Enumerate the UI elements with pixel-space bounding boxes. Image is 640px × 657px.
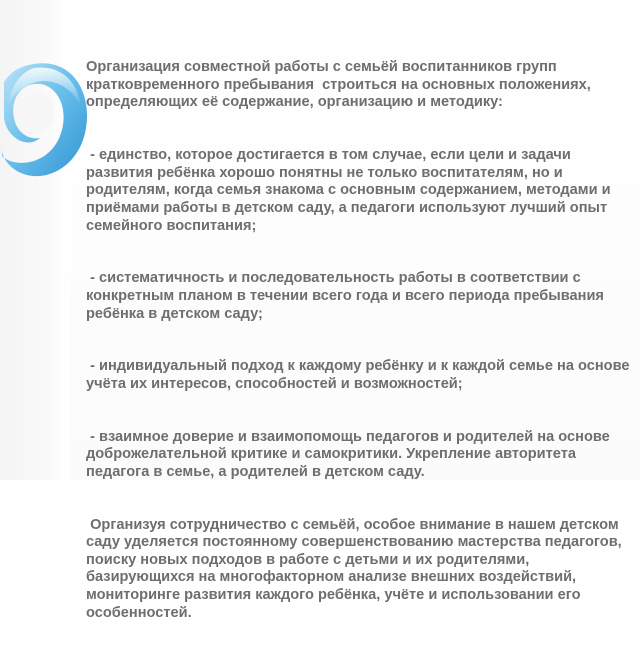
paragraph-intro: Организация совместной работы с семьёй воспитанников групп кратковременного пребывания строиться на основных положениях, определяющих её содержание, организацию и методику: [86,59,595,111]
paragraph-cooperation: Организуя сотрудничество с семьёй, особое внимание в нашем детском саду уделяется постоянному совершенствованию мастерства педагогов, поиску новых подходов в работе с детьми и их родителями, базирующихся на многофакторном анализе внешних воздействий, мониторинге развития каждого ребёнка, учёте и использовании его особенностей. [86,516,626,621]
paragraph-individual: - индивидуальный подход к каждому ребёнку и к каждой семье на основе учёта их интересов, способностей и возможностей; [86,358,634,392]
paragraph-unity: - единство, которое достигается в том случае, если цели и задачи развития ребёнка хорошо понятны не только воспитателям, но и родителям, когда семья знакома с основным содержанием, методами и приёмами работы в детском саду, а педагоги используют лучший опыт семейного воспитания; [86,147,615,234]
paragraph-trust: - взаимное доверие и взаимопомощь педагогов и родителей на основе доброжелательной критике и самокритики. Укрепление авторитета педагога в семье, а родителей в детском саду. [86,428,614,480]
paragraph-systematic: - систематичность и последовательность работы в соответствии с конкретным планом в течении всего года и всего периода пребывания ребёнка в детском саду; [86,270,608,322]
main-text [86,24,634,657]
decorative-ring-icon [0,0,90,480]
